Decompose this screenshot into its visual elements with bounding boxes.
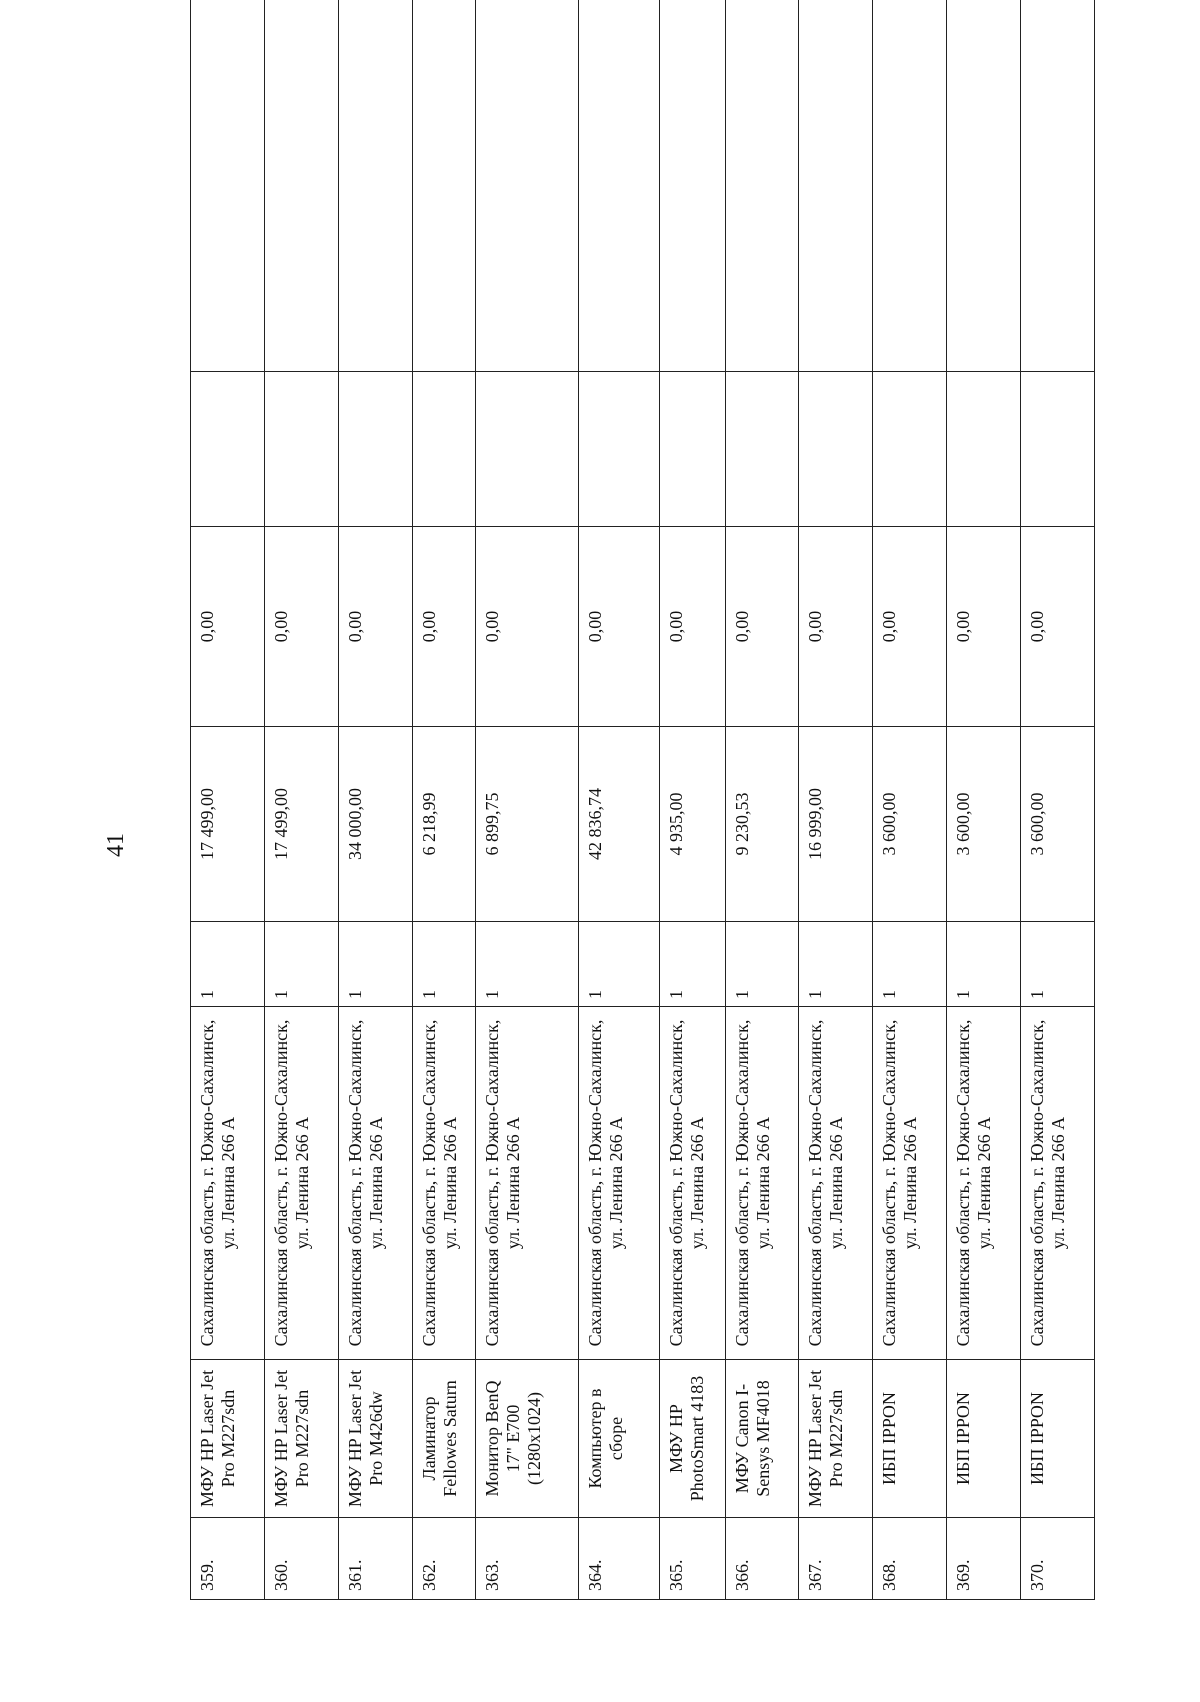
table-row [412, 0, 475, 1600]
item-address: Сахалинская область, г. Южно-Сахалинск, ул. Ленина 266 А [660, 1007, 725, 1360]
item-name: МФУ HP Laser Jet Pro M227sdn [264, 1360, 338, 1518]
table-row [338, 0, 412, 1600]
item-name: МФУ HP Laser Jet Pro M227sdn [191, 1360, 265, 1518]
row-number: 367. [799, 1518, 873, 1600]
row-number: 365. [660, 1518, 725, 1600]
table-row [1021, 0, 1095, 1600]
row-number: 363. [475, 1518, 578, 1600]
row-number: 368. [873, 1518, 947, 1600]
empty-cell [578, 372, 659, 527]
item-name: Ламинатор Fellowes Saturn [412, 1360, 475, 1518]
item-residual-value: 0,00 [475, 527, 578, 727]
item-quantity: 1 [873, 922, 947, 1007]
item-cost: 17 499,00 [191, 727, 265, 922]
item-name: ИБП IPPON [947, 1360, 1021, 1518]
item-cost: 9 230,53 [725, 727, 799, 922]
empty-cell [191, 372, 265, 527]
item-residual-value: 0,00 [338, 527, 412, 727]
item-address: Сахалинская область, г. Южно-Сахалинск, ул. Ленина 266 А [799, 1007, 873, 1360]
item-residual-value: 0,00 [191, 527, 265, 727]
item-cost: 3 600,00 [1021, 727, 1095, 922]
item-residual-value: 0,00 [578, 527, 659, 727]
item-residual-value: 0,00 [264, 527, 338, 727]
inventory-table-wrapper [190, 55, 1095, 1600]
table-row [191, 0, 265, 1600]
item-cost: 17 499,00 [264, 727, 338, 922]
empty-cell [412, 0, 475, 372]
page-number: 41 [103, 833, 129, 857]
item-quantity: 1 [475, 922, 578, 1007]
item-address: Сахалинская область, г. Южно-Сахалинск, ул. Ленина 266 А [338, 1007, 412, 1360]
empty-cell [338, 372, 412, 527]
empty-cell [264, 0, 338, 372]
item-cost: 3 600,00 [947, 727, 1021, 922]
empty-cell [475, 0, 578, 372]
row-number: 360. [264, 1518, 338, 1600]
empty-cell [799, 372, 873, 527]
item-quantity: 1 [264, 922, 338, 1007]
item-address: Сахалинская область, г. Южно-Сахалинск, ул. Ленина 266 А [578, 1007, 659, 1360]
item-address: Сахалинская область, г. Южно-Сахалинск, ул. Ленина 266 А [725, 1007, 799, 1360]
empty-cell [799, 0, 873, 372]
empty-cell [264, 372, 338, 527]
empty-cell [475, 372, 578, 527]
item-quantity: 1 [947, 922, 1021, 1007]
item-name: МФУ Canon I-Sensys MF4018 [725, 1360, 799, 1518]
item-residual-value: 0,00 [412, 527, 475, 727]
item-residual-value: 0,00 [660, 527, 725, 727]
empty-cell [578, 0, 659, 372]
item-cost: 3 600,00 [873, 727, 947, 922]
item-cost: 42 836,74 [578, 727, 659, 922]
item-name: МФУ HP PhotoSmart 4183 [660, 1360, 725, 1518]
table-row [725, 0, 799, 1600]
table-row [578, 0, 659, 1600]
item-quantity: 1 [799, 922, 873, 1007]
item-name: МФУ HP Laser Jet Pro M426dw [338, 1360, 412, 1518]
inventory-table [190, 0, 1095, 1600]
item-address: Сахалинская область, г. Южно-Сахалинск, ул. Ленина 266 А [1021, 1007, 1095, 1360]
item-residual-value: 0,00 [947, 527, 1021, 727]
empty-cell [725, 372, 799, 527]
empty-cell [725, 0, 799, 372]
item-cost: 6 218,99 [412, 727, 475, 922]
item-name: Компьютер в сборе [578, 1360, 659, 1518]
item-name: Монитор BenQ 17" E700 (1280x1024) [475, 1360, 578, 1518]
empty-cell [191, 0, 265, 372]
item-name: ИБП IPPON [873, 1360, 947, 1518]
item-residual-value: 0,00 [873, 527, 947, 727]
empty-cell [947, 372, 1021, 527]
empty-cell [412, 372, 475, 527]
item-quantity: 1 [338, 922, 412, 1007]
item-residual-value: 0,00 [725, 527, 799, 727]
row-number: 366. [725, 1518, 799, 1600]
empty-cell [947, 0, 1021, 372]
item-address: Сахалинская область, г. Южно-Сахалинск, ул. Ленина 266 А [475, 1007, 578, 1360]
item-cost: 4 935,00 [660, 727, 725, 922]
item-quantity: 1 [412, 922, 475, 1007]
row-number: 359. [191, 1518, 265, 1600]
empty-cell [1021, 0, 1095, 372]
item-quantity: 1 [1021, 922, 1095, 1007]
row-number: 364. [578, 1518, 659, 1600]
empty-cell [873, 372, 947, 527]
row-number: 362. [412, 1518, 475, 1600]
table-row [947, 0, 1021, 1600]
item-address: Сахалинская область, г. Южно-Сахалинск, ул. Ленина 266 А [191, 1007, 265, 1360]
empty-cell [1021, 372, 1095, 527]
item-address: Сахалинская область, г. Южно-Сахалинск, ул. Ленина 266 А [947, 1007, 1021, 1360]
row-number: 370. [1021, 1518, 1095, 1600]
rotated-inventory-table [190, 55, 1095, 1600]
row-number: 369. [947, 1518, 1021, 1600]
item-cost: 6 899,75 [475, 727, 578, 922]
item-name: ИБП IPPON [1021, 1360, 1095, 1518]
table-row [475, 0, 578, 1600]
row-number: 361. [338, 1518, 412, 1600]
item-residual-value: 0,00 [1021, 527, 1095, 727]
item-cost: 34 000,00 [338, 727, 412, 922]
empty-cell [660, 372, 725, 527]
item-address: Сахалинская область, г. Южно-Сахалинск, ул. Ленина 266 А [264, 1007, 338, 1360]
table-row [873, 0, 947, 1600]
table-row [660, 0, 725, 1600]
item-quantity: 1 [191, 922, 265, 1007]
empty-cell [338, 0, 412, 372]
table-row [264, 0, 338, 1600]
item-quantity: 1 [725, 922, 799, 1007]
item-residual-value: 0,00 [799, 527, 873, 727]
empty-cell [660, 0, 725, 372]
empty-cell [873, 0, 947, 372]
item-address: Сахалинская область, г. Южно-Сахалинск, ул. Ленина 266 А [412, 1007, 475, 1360]
item-name: МФУ HP Laser Jet Pro M227sdn [799, 1360, 873, 1518]
item-address: Сахалинская область, г. Южно-Сахалинск, ул. Ленина 266 А [873, 1007, 947, 1360]
item-cost: 16 999,00 [799, 727, 873, 922]
item-quantity: 1 [578, 922, 659, 1007]
table-row [799, 0, 873, 1600]
item-quantity: 1 [660, 922, 725, 1007]
